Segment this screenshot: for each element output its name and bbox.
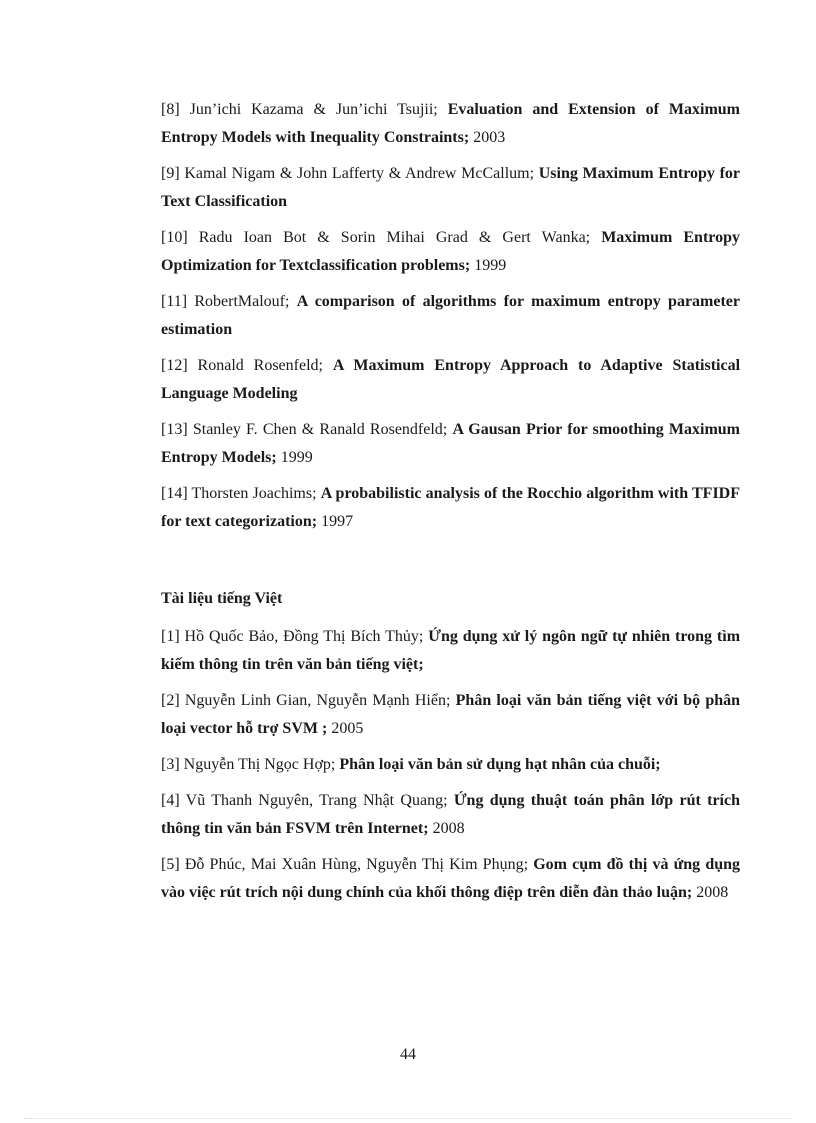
reference-item [161, 751, 740, 779]
page-number: 44 [400, 1046, 416, 1063]
reference-title: A comparison of algorithms for maximum entropy parameter estimation [161, 293, 741, 338]
reference-title: A Gausan Prior for smoothing Maximum Entropy Models; [161, 421, 741, 466]
reference-year: 2008 [432, 820, 465, 837]
reference-authors: Vũ Thanh Nguyên, Trang Nhật Quang; [185, 792, 448, 809]
reference-title: Gom cụm đồ thị và ứng dụng vào việc rút trích nội dung chính của khối thông điệp trên diễn đàn thảo luận; [161, 856, 741, 901]
reference-list-english [161, 96, 740, 536]
reference-authors: Kamal Nigam & John Lafferty & Andrew McCallum; [184, 165, 535, 182]
reference-item [161, 687, 740, 743]
reference-title: Phân loại văn bản tiếng việt với bộ phân loại vector hỗ trợ SVM ; [161, 692, 741, 737]
reference-item [161, 416, 740, 472]
reference-authors: RobertMalouf; [194, 293, 290, 310]
reference-year: 1997 [321, 513, 354, 530]
reference-authors: Stanley F. Chen & Ranald Rosendfeld; [192, 421, 448, 438]
reference-year: 2005 [331, 720, 364, 737]
reference-number: [3] [161, 756, 180, 773]
reference-authors: Thorsten Joachims; [191, 485, 317, 502]
reference-number: [1] [161, 628, 180, 645]
reference-title: Maximum Entropy Optimization for Textclassification problems; [161, 229, 740, 274]
reference-item [161, 851, 740, 907]
reference-title: A Maximum Entropy Approach to Adaptive Statistical Language Modeling [161, 357, 741, 402]
reference-number: [12] [161, 357, 188, 374]
reference-item [161, 352, 740, 408]
reference-list-vietnamese [161, 623, 740, 907]
reference-authors: Nguyễn Thị Ngọc Hợp; [183, 756, 336, 773]
reference-item [161, 224, 740, 280]
reference-authors: Nguyễn Linh Gian, Nguyễn Mạnh Hiển; [184, 692, 451, 709]
page-bottom-edge [24, 1118, 792, 1119]
section-heading-vietnamese: Tài liệu tiếng Việt [161, 590, 283, 607]
reference-title: Ứng dụng thuật toán phân lớp rút trích thông tin văn bản FSVM trên Internet; [161, 792, 740, 837]
page-content [161, 96, 740, 915]
reference-number: [11] [161, 293, 188, 310]
reference-item [161, 623, 740, 679]
reference-number: [8] [161, 101, 180, 118]
reference-number: [2] [161, 692, 180, 709]
reference-authors: Ronald Rosenfeld; [197, 357, 323, 374]
reference-item [161, 288, 740, 344]
reference-authors: Radu Ioan Bot & Sorin Mihai Grad & Gert Wanka; [198, 229, 591, 246]
reference-title: A probabilistic analysis of the Rocchio algorithm with TFIDF for text categorization; [161, 485, 741, 530]
reference-year: 1999 [280, 449, 313, 466]
reference-title: Using Maximum Entropy for Text Classification [161, 165, 741, 210]
reference-number: [14] [161, 485, 188, 502]
reference-item [161, 787, 740, 843]
reference-year: 2008 [696, 884, 729, 901]
reference-title: Ứng dụng xử lý ngôn ngữ tự nhiên trong tìm kiếm thông tin trên văn bản tiếng việt; [161, 628, 741, 673]
reference-number: [4] [161, 792, 180, 809]
reference-number: [13] [161, 421, 188, 438]
reference-number: [9] [161, 165, 180, 182]
reference-year: 2003 [473, 129, 506, 146]
reference-item [161, 96, 740, 152]
reference-title: Evaluation and Extension of Maximum Entropy Models with Inequality Constraints; [161, 101, 740, 146]
reference-authors: Jun’ichi Kazama & Jun’ichi Tsujii; [189, 101, 438, 118]
reference-authors: Hồ Quốc Bảo, Đồng Thị Bích Thủy; [184, 628, 424, 645]
reference-item [161, 480, 740, 536]
reference-year: 1999 [474, 257, 507, 274]
reference-number: [10] [161, 229, 188, 246]
reference-item [161, 160, 740, 216]
reference-title: Phân loại văn bản sử dụng hạt nhân của chuỗi; [339, 756, 661, 773]
reference-authors: Đỗ Phúc, Mai Xuân Hùng, Nguyễn Thị Kim Phụng; [184, 856, 529, 873]
reference-number: [5] [161, 856, 180, 873]
